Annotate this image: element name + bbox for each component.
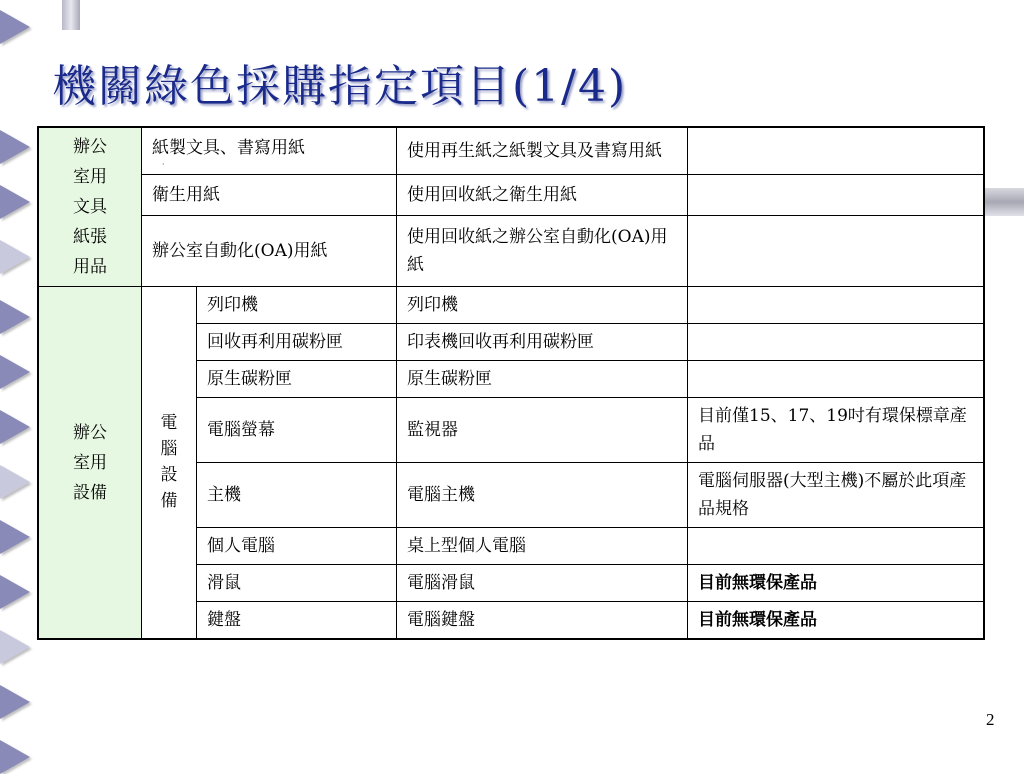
spec-label: 電腦滑鼠 (407, 573, 475, 593)
spec-cell (397, 565, 688, 602)
note-cell (688, 127, 985, 175)
item-label: 滑鼠 (207, 573, 241, 593)
table-row (38, 215, 984, 286)
dot-mark: · (162, 160, 165, 170)
item-label: 回收再利用碳粉匣 (207, 332, 343, 352)
note-cell (688, 287, 985, 324)
spec-label: 桌上型個人電腦 (407, 536, 526, 556)
table-row (38, 175, 984, 216)
note-cell (688, 565, 985, 602)
note-cell (688, 528, 985, 565)
category-label: 辦公室用文具紙張用品 (73, 137, 107, 277)
subcategory-label: 電腦設備 (160, 413, 178, 511)
item-cell (197, 361, 397, 398)
procurement-table (37, 126, 985, 640)
category-cell (38, 287, 142, 640)
spec-cell (397, 127, 688, 175)
note-cell (688, 215, 985, 286)
item-label: 紙製文具、書寫用紙 (152, 138, 305, 159)
subcategory-cell (142, 287, 197, 640)
spec-cell (397, 528, 688, 565)
spec-cell (397, 287, 688, 324)
spec-label: 使用回收紙之衛生用紙 (407, 184, 577, 205)
item-label: 主機 (207, 485, 241, 505)
note-label: 目前僅15、17、19吋有環保標章產品 (698, 406, 967, 454)
item-label: 辦公室自動化(OA)用紙 (152, 240, 328, 261)
top-decoration-bar (62, 0, 80, 30)
item-cell (142, 175, 397, 216)
note-cell (688, 398, 985, 463)
spec-cell (397, 324, 688, 361)
table-row (38, 287, 984, 324)
item-cell (197, 398, 397, 463)
note-cell (688, 602, 985, 640)
note-label: 目前無環保產品 (698, 573, 817, 593)
item-label: 衛生用紙 (152, 184, 220, 205)
item-cell (142, 215, 397, 286)
spec-cell (397, 602, 688, 640)
spec-label: 使用回收紙之辦公室自動化(OA)用紙 (407, 226, 668, 275)
slide-title: 機關綠色採購指定項目(1/4) (52, 61, 628, 112)
spec-cell (397, 215, 688, 286)
item-cell (197, 463, 397, 528)
item-label: 電腦螢幕 (207, 420, 275, 440)
spec-label: 監視器 (407, 420, 458, 440)
note-label: 電腦伺服器(大型主機)不屬於此項產品規格 (698, 471, 967, 519)
item-cell (197, 565, 397, 602)
spec-cell (397, 398, 688, 463)
note-cell (688, 463, 985, 528)
spec-cell (397, 175, 688, 216)
note-label: 目前無環保產品 (698, 610, 817, 630)
spec-label: 印表機回收再利用碳粉匣 (407, 332, 594, 352)
note-cell (688, 175, 985, 216)
item-label: 列印機 (207, 295, 258, 315)
item-label: 鍵盤 (207, 610, 241, 630)
item-cell (142, 127, 397, 175)
item-label: 個人電腦 (207, 536, 275, 556)
item-cell (197, 528, 397, 565)
spec-label: 電腦鍵盤 (407, 610, 475, 630)
item-cell (197, 287, 397, 324)
table-row (38, 127, 984, 175)
spec-label: 使用再生紙之紙製文具及書寫用紙 (407, 141, 662, 162)
item-cell (197, 602, 397, 640)
spec-cell (397, 361, 688, 398)
note-cell (688, 361, 985, 398)
spec-label: 列印機 (407, 295, 458, 315)
right-decoration-bar (982, 188, 1024, 216)
note-cell (688, 324, 985, 361)
category-cell (38, 127, 142, 287)
item-label: 原生碳粉匣 (207, 369, 292, 389)
category-label: 辦公室用設備 (73, 422, 107, 503)
item-cell (197, 324, 397, 361)
page-number: 2 (986, 710, 995, 729)
spec-label: 電腦主機 (407, 485, 475, 505)
spec-cell (397, 463, 688, 528)
spec-label: 原生碳粉匣 (407, 369, 492, 389)
